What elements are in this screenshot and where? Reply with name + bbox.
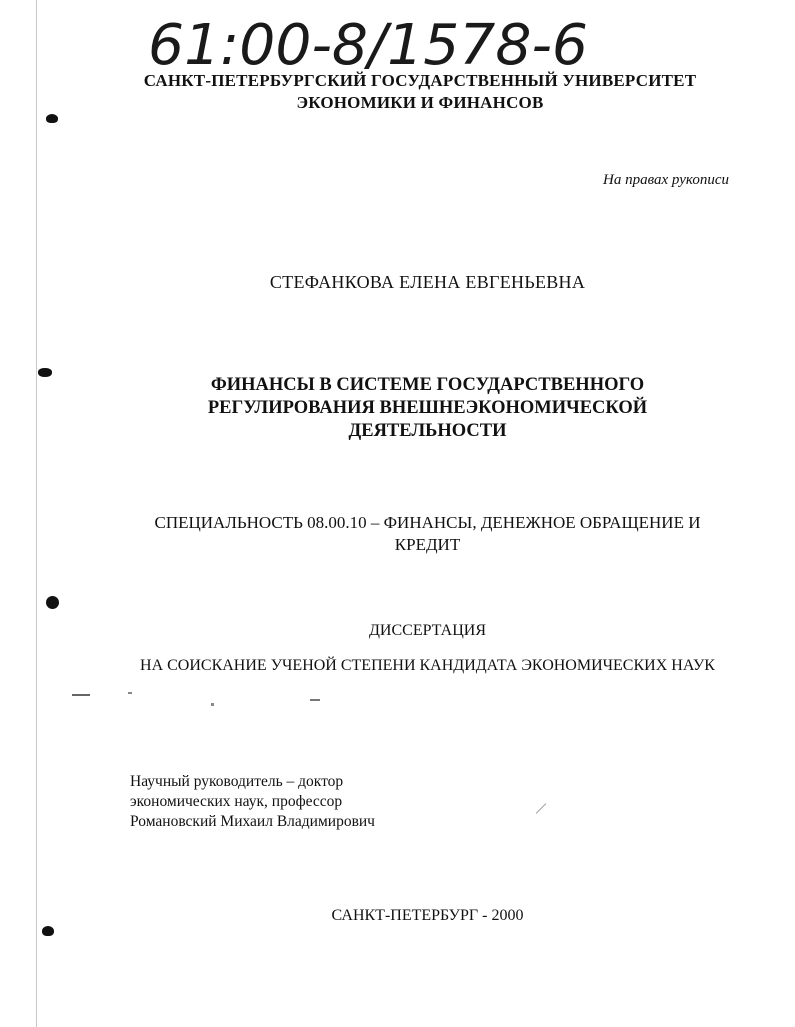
author-name: СТЕФАНКОВА ЕЛЕНА ЕВГЕНЬЕВНА [269,272,586,292]
supervisor-line-1: Научный руководитель – доктор [130,773,344,790]
dissertation-title [30,374,795,443]
binding-mark [46,114,58,123]
handwritten-number-text: 61:00-8/1578-6 [148,13,588,78]
degree-line: НА СОИСКАНИЕ УЧЕНОЙ СТЕПЕНИ КАНДИДАТА ЭКОНОМИЧЕСКИХ НАУК [140,657,715,674]
city-year: САНКТ-ПЕТЕРБУРГ - 2000 [331,907,524,924]
scan-speck [310,699,320,701]
university-name [40,70,795,114]
binding-mark [46,596,59,609]
title-line-2: РЕГУЛИРОВАНИЯ ВНЕШНЕЭКОНОМИЧЕСКОЙ [207,398,648,418]
binding-mark [42,926,54,936]
supervisor-block [130,772,375,832]
speciality-line-2: КРЕДИТ [394,535,461,554]
title-line-3: ДЕЯТЕЛЬНОСТИ [348,421,507,441]
speciality-line-1: СПЕЦИАЛЬНОСТЬ 08.00.10 – ФИНАНСЫ, ДЕНЕЖНОЕ ОБРАЩЕНИЕ И [154,513,701,532]
scan-speck [72,694,90,696]
speciality [30,512,795,556]
manuscript-note: На правах рукописи [603,172,729,188]
scan-speck [128,692,132,694]
university-line-2: ЭКОНОМИКИ И ФИНАНСОВ [296,93,544,112]
title-line-1: ФИНАНСЫ В СИСТЕМЕ ГОСУДАРСТВЕННОГО [210,375,645,395]
dissertation-type: ДИССЕРТАЦИЯ [369,622,486,639]
scan-speck [211,703,214,706]
handwritten-inventory-number [148,6,618,78]
scan-speck [536,803,547,814]
university-line-1: САНКТ-ПЕТЕРБУРГСКИЙ ГОСУДАРСТВЕННЫЙ УНИВЕРСИТЕТ [143,71,697,90]
supervisor-line-3: Романовский Михаил Владимирович [130,813,375,830]
binding-mark [38,368,52,377]
supervisor-line-2: экономических наук, профессор [130,793,343,810]
